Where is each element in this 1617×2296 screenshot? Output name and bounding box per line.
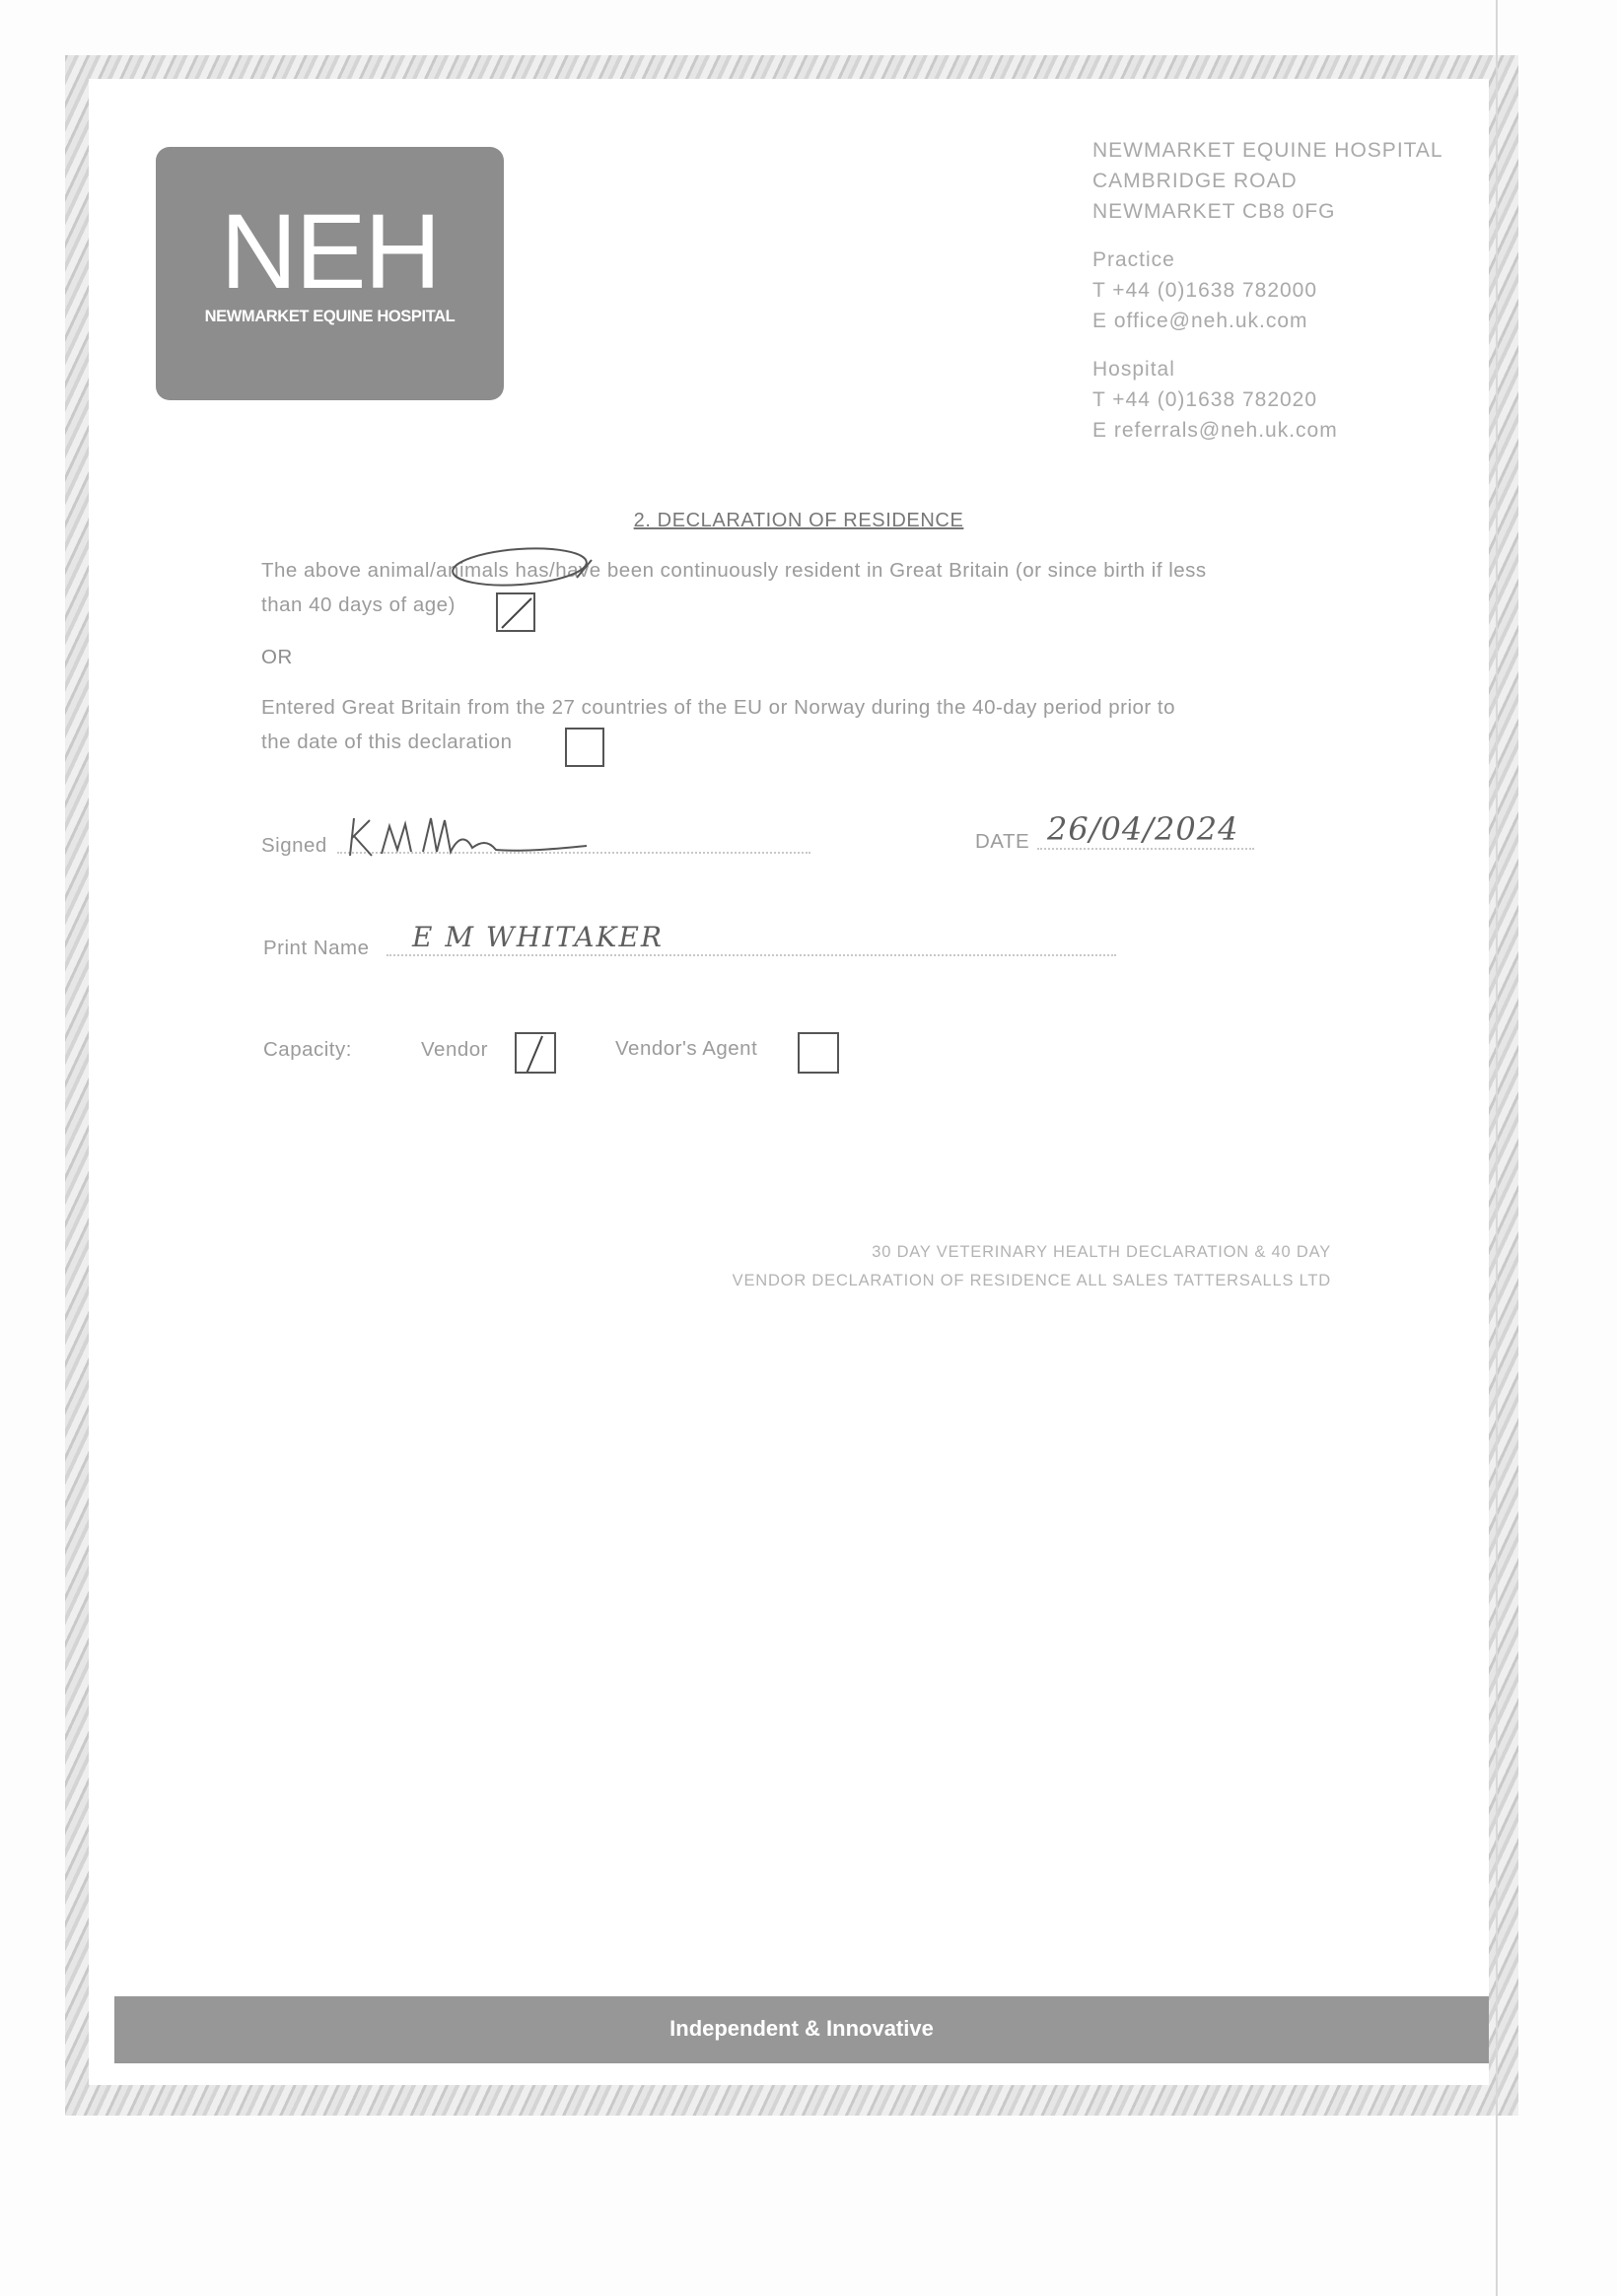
print-name-value: E M WHITAKER [412, 921, 664, 953]
option2-line1: Entered Great Britain from the 27 countries of the EU or Norway during the 40-day period prior to [261, 696, 1176, 719]
practice-label: Practice [1092, 248, 1175, 271]
check-slash-icon [517, 1034, 554, 1072]
logo-mark: NEH [220, 191, 440, 311]
hospital-email: E referrals@neh.uk.com [1092, 419, 1338, 442]
vendor-checkbox[interactable] [515, 1032, 556, 1074]
print-name-line [387, 954, 1116, 956]
capacity-label: Capacity: [263, 1038, 352, 1061]
hospital-label: Hospital [1092, 358, 1175, 381]
vendor-label: Vendor [421, 1038, 488, 1061]
option1-checkbox[interactable] [496, 592, 535, 632]
form-reference-line2: VENDOR DECLARATION OF RESIDENCE ALL SALES TATTERSALLS LTD [732, 1272, 1331, 1289]
form-reference-line1: 30 DAY VETERINARY HEALTH DECLARATION & 40 DAY [872, 1243, 1331, 1261]
or-text: OR [261, 646, 293, 668]
form-reference [641, 1238, 1331, 1295]
date-value: 26/04/2024 [1047, 810, 1239, 848]
option2-line2: the date of this declaration [261, 731, 513, 753]
date-line [1037, 848, 1254, 850]
option1-line2: than 40 days of age) [261, 593, 456, 616]
banner-tagline: Independent & Innovative [669, 2016, 934, 2041]
address-line: NEWMARKET CB8 0FG [1092, 200, 1336, 223]
address-line: CAMBRIDGE ROAD [1092, 170, 1298, 192]
vendor-agent-label: Vendor's Agent [615, 1037, 758, 1060]
signed-label: Signed [261, 834, 327, 857]
section-title: 2. DECLARATION OF RESIDENCE [633, 510, 964, 531]
signature-image [340, 806, 597, 866]
footer-banner [114, 1996, 1489, 2063]
address-block [1092, 135, 1467, 463]
option1-text [261, 553, 1326, 622]
option2-text [261, 690, 1326, 759]
option2-checkbox[interactable] [565, 728, 604, 767]
scan-edge-line [1496, 0, 1498, 2296]
practice-email: E office@neh.uk.com [1092, 310, 1308, 332]
logo-name: NEWMARKET EQUINE HOSPITAL [204, 308, 456, 325]
date-label: DATE [975, 830, 1030, 853]
address-line: NEWMARKET EQUINE HOSPITAL [1092, 139, 1443, 162]
option1-line1: The above animal/animals has/have been continuously resident in Great Britain (or since birth if less [261, 559, 1207, 582]
handwritten-circle [449, 540, 597, 591]
hospital-phone: T +44 (0)1638 782020 [1092, 388, 1318, 411]
practice-phone: T +44 (0)1638 782000 [1092, 279, 1318, 302]
neh-logo [156, 147, 504, 400]
print-name-label: Print Name [263, 937, 370, 959]
check-slash-icon [498, 594, 533, 630]
vendor-agent-checkbox[interactable] [798, 1032, 839, 1074]
